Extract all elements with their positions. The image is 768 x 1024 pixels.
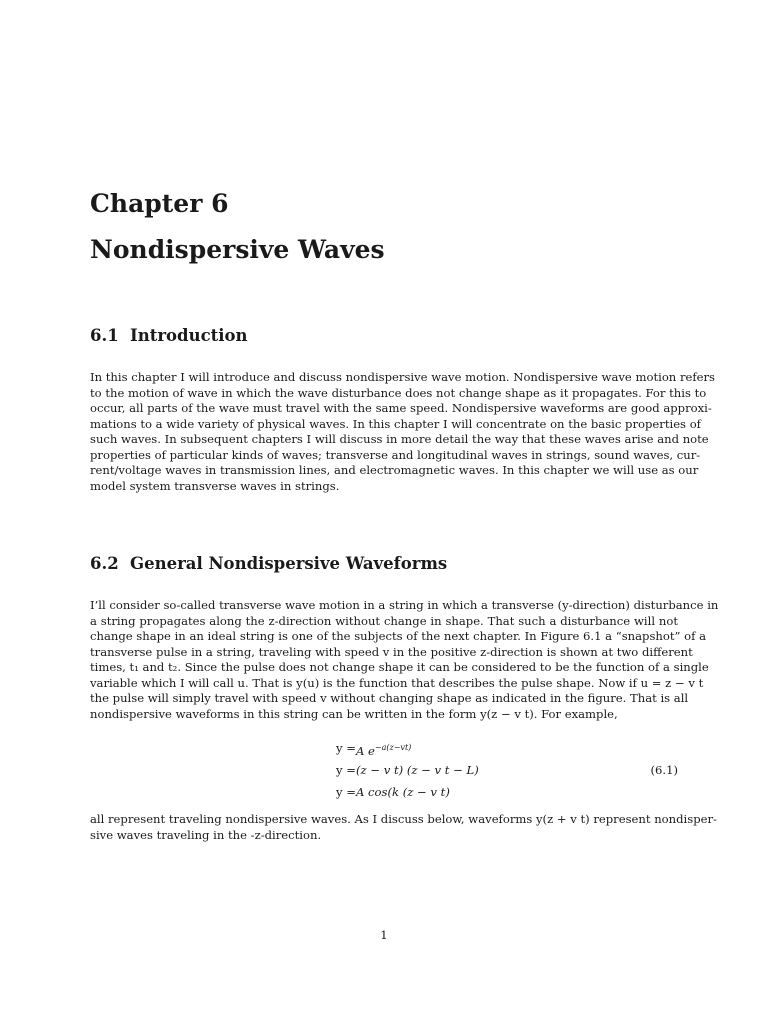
section-heading-introduction xyxy=(90,325,248,347)
paragraph-line: transverse pulse in a string, traveling with speed v in the positive z-direction is shown at two different xyxy=(90,644,693,659)
paragraph-line: sive waves traveling in the -z-direction. xyxy=(90,827,322,842)
paragraph-line: nondispersive waveforms in this string can be written in the form y(z − v t). For example, xyxy=(90,706,618,721)
equation-rhs-base: A e xyxy=(356,743,375,758)
equation-row xyxy=(200,759,678,781)
paragraph-line: I’ll consider so-called transverse wave motion in a string in which a transverse (y-direction) disturbance in xyxy=(90,598,719,612)
paragraph-line: the pulse will simply travel with speed v without changing shape as indicated in the figure. That is all xyxy=(90,691,689,705)
equation-row xyxy=(200,737,678,759)
equation-rhs xyxy=(356,759,479,781)
equation-row xyxy=(200,781,678,803)
equation-block xyxy=(200,737,678,803)
equation-lhs: y = xyxy=(336,741,356,755)
equation-rhs-text: A cos(k (z − v t) xyxy=(356,785,450,799)
chapter-label: Chapter 6 xyxy=(90,189,229,218)
section-number: 6.2 xyxy=(90,554,119,573)
chapter-title: Nondispersive Waves xyxy=(90,235,385,264)
equation-rhs-text: (z − v t) (z − v t − L) xyxy=(356,763,479,777)
paragraph-line: variable which I will call u. That is y(u) is the function that describes the pulse shape. Now if u = z − v t xyxy=(90,675,704,690)
equation-rhs xyxy=(356,781,450,803)
paragraph-line: all represent traveling nondispersive waves. As I discuss below, waveforms y(z + v t) represent nondisper- xyxy=(90,812,717,826)
paragraph-line: model system transverse waves in strings. xyxy=(90,478,340,493)
intro-paragraph xyxy=(90,370,715,494)
page-number: 1 xyxy=(380,928,388,942)
section-title: Introduction xyxy=(130,326,248,345)
general-paragraph xyxy=(90,598,719,722)
paragraph-line: such waves. In subsequent chapters I will discuss in more detail the way that these waves arise and note xyxy=(90,432,709,446)
equation-number: (6.1) xyxy=(650,763,678,777)
equation-lhs: y = xyxy=(336,763,356,777)
paragraph-line: In this chapter I will introduce and discuss nondispersive wave motion. Nondispersive wave motion refers xyxy=(90,370,715,384)
paragraph-line: occur, all parts of the wave must travel with the same speed. Nondispersive waveforms are good approxi- xyxy=(90,401,712,415)
paragraph-line: change shape in an ideal string is one of the subjects of the next chapter. In Figure 6.1 a “snapshot” of a xyxy=(90,629,706,643)
equation-exponent: −a(z−vt) xyxy=(374,743,412,752)
section-title: General Nondispersive Waveforms xyxy=(130,554,448,573)
paragraph-line: a string propagates along the z-direction without change in shape. That such a disturbance will not xyxy=(90,613,678,628)
equation-lhs: y = xyxy=(336,785,356,799)
section-number: 6.1 xyxy=(90,326,119,345)
paragraph-line: properties of particular kinds of waves; transverse and longitudinal waves in strings, sound waves, cur- xyxy=(90,447,701,462)
paragraph-line: mations to a wide variety of physical waves. In this chapter I will concentrate on the basic properties of xyxy=(90,416,701,431)
section-heading-general-waveforms xyxy=(90,553,447,575)
paragraph-line: to the motion of wave in which the wave disturbance does not change shape as it propagates. For this to xyxy=(90,385,707,400)
after-equation-paragraph xyxy=(90,812,717,843)
paragraph-line: times, t₁ and t₂. Since the pulse does not change shape it can be considered to be the function of a single xyxy=(90,660,709,674)
paragraph-line: rent/voltage waves in transmission lines, and electromagnetic waves. In this chapter we will use as our xyxy=(90,463,699,477)
